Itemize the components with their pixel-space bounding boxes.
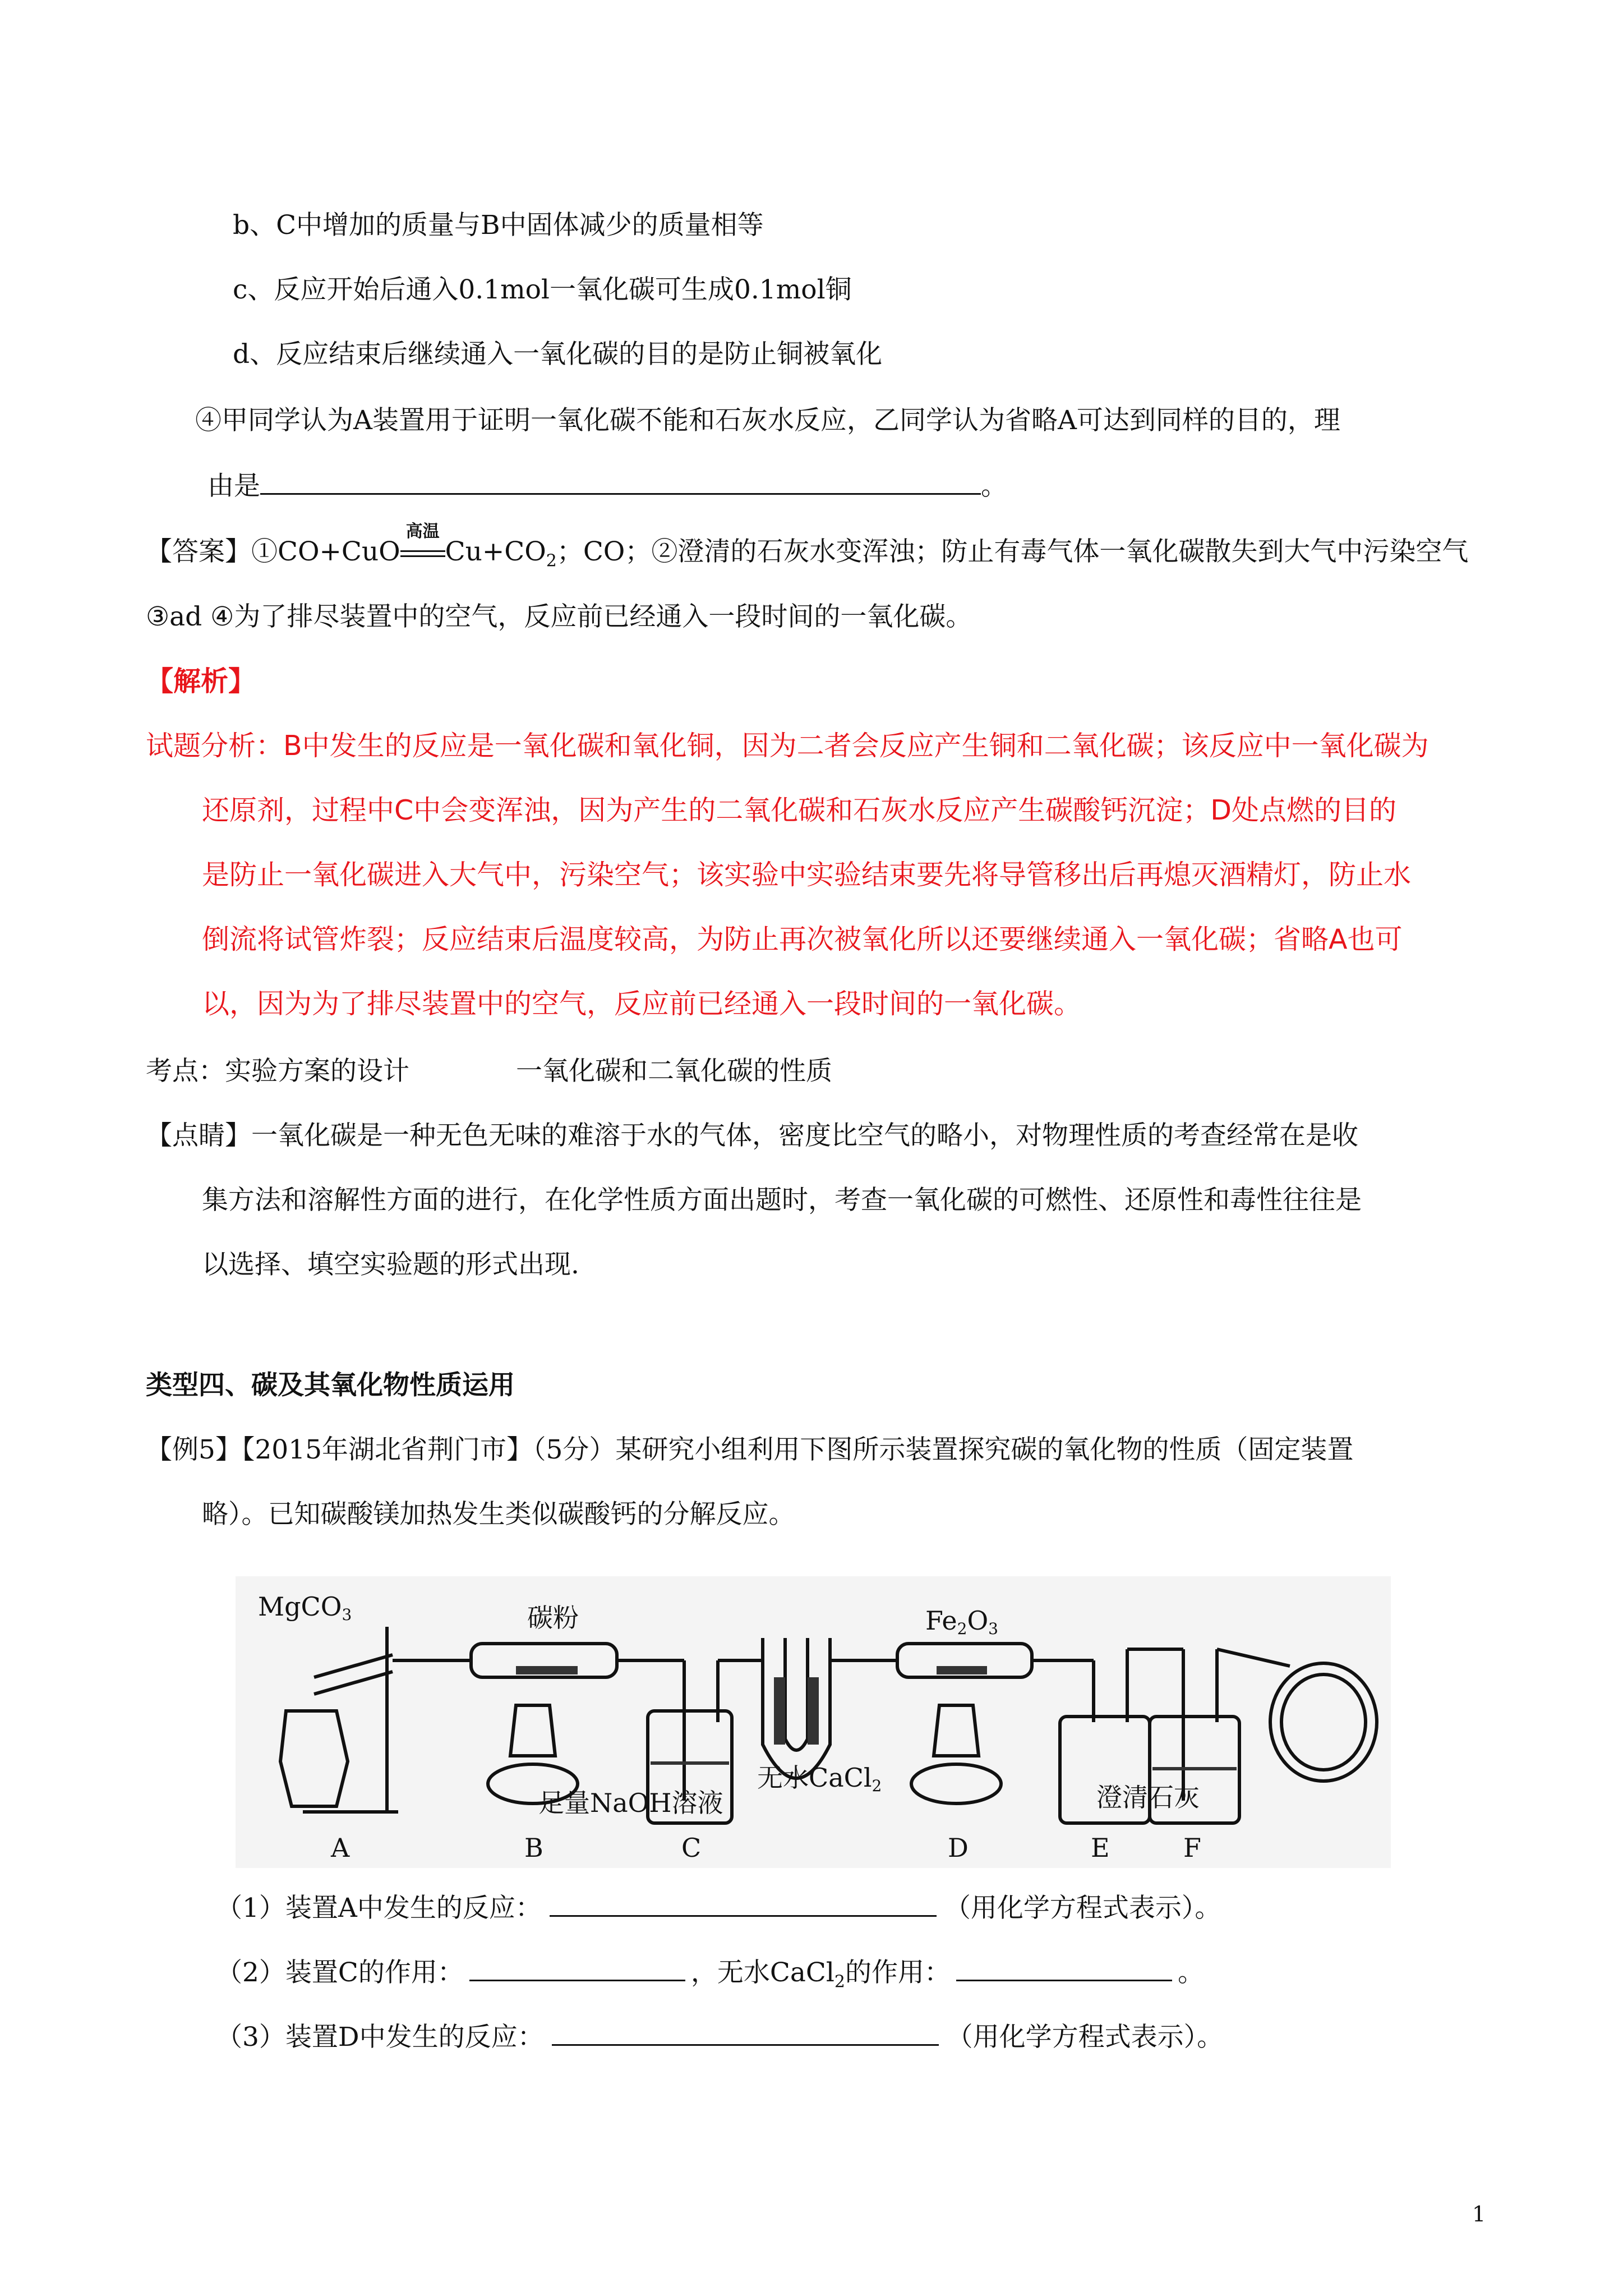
answer-eq-right: Cu+CO (445, 536, 546, 567)
question-2-prefix: （2）装置C的作用： (216, 1957, 464, 1988)
cacl2-fill-left (774, 1677, 785, 1745)
example5-line1: 【例5】【2015年湖北省荆门市】（5分）某研究小组利用下图所示装置探究碳的氧化物的性质（固定装置 (146, 1434, 1354, 1465)
label-e: E (1091, 1833, 1110, 1863)
question-3-prefix: （3）装置D中发生的反应： (216, 2022, 544, 2053)
apparatus-diagram (236, 1576, 1391, 1868)
label-cacl2: 无水CaCl2 (757, 1763, 882, 1795)
answer-blank[interactable] (469, 1961, 685, 1981)
kaodian-label: 考点：实验方案的设计 (146, 1056, 409, 1087)
answer-sub: 2 (546, 551, 557, 571)
question-2-mid2: 的作用： (845, 1957, 951, 1988)
answer-blank[interactable] (552, 2025, 939, 2046)
answer-bracket: 【答案】 (146, 536, 251, 567)
analysis-line: 以，因为为了排尽装置中的空气，反应前已经通入一段时间的一氧化碳。 (202, 988, 1082, 1020)
label-f: F (1183, 1833, 1201, 1863)
naoh-level (651, 1761, 729, 1765)
analysis-line: 试题分析：B中发生的反应是一氧化碳和氧化铜，因为二者会反应产生铜和二氧化碳；该反应中一氧化碳为 (146, 730, 1429, 762)
question-4-line2 (208, 468, 1007, 504)
label-fe2o3: Fe2O3 (925, 1605, 998, 1638)
analysis-line: 是防止一氧化碳进入大气中，污染空气；该实验中实验结束要先将导管移出后再熄灭酒精灯，防止水 (202, 859, 1412, 891)
answer-blank[interactable] (260, 474, 981, 495)
question-4-prefix: 由是 (208, 471, 260, 501)
example5-line2: 略）。已知碳酸镁加热发生类似碳酸钙的分解反应。 (202, 1499, 795, 1530)
analysis-heading: 【解析】 (146, 665, 256, 697)
answer-rest: ；CO；②澄清的石灰水变浑浊；防止有毒气体一氧化碳散失到大气中污染空气 (556, 536, 1469, 567)
answer-blank[interactable] (956, 1961, 1172, 1981)
carbon-fill (516, 1666, 578, 1674)
question-1-suffix: （用化学方程式表示）。 (944, 1893, 1221, 1924)
label-d: D (948, 1833, 969, 1863)
question-1 (216, 1890, 1221, 1926)
section-title: 类型四、碳及其氧化物性质运用 (146, 1370, 515, 1401)
kaodian-topic: 一氧化碳和二氧化碳的性质 (516, 1056, 832, 1087)
question-2-suffix: 。 (1177, 1957, 1204, 1988)
limewater-level (1152, 1767, 1237, 1770)
question-4-line1: ④甲同学认为A装置用于证明一氧化碳不能和石灰水反应，乙同学认为省略A可达到同样的目的，理 (195, 405, 1340, 436)
label-naoh: 足量NaOH溶液 (538, 1788, 723, 1818)
question-2-sub: 2 (834, 1972, 845, 1992)
fe2o3-fill (937, 1666, 987, 1674)
analysis-line: 倒流将试管炸裂；反应结束后温度较高，为防止再次被氧化所以还要继续通入一氧化碳；省略A也可 (202, 923, 1403, 955)
answer-eq-left: ①CO+CuO (251, 536, 400, 567)
answer-line1 (146, 522, 1469, 579)
option-c: c、反应开始后通入0.1mol一氧化碳可生成0.1mol铜 (233, 274, 852, 305)
option-b: b、C中增加的质量与B中固体减少的质量相等 (233, 210, 764, 241)
question-1-prefix: （1）装置A中发生的反应： (216, 1893, 542, 1924)
answer-line2: ③ad ④为了排尽装置中的空气，反应前已经通入一段时间的一氧化碳。 (146, 601, 972, 632)
analysis-line: 还原剂，过程中C中会变浑浊，因为产生的二氧化碳和石灰水反应产生碳酸钙沉淀；D处点燃的目的 (202, 794, 1396, 826)
label-mgco3: MgCO3 (258, 1591, 352, 1624)
label-b: B (524, 1833, 543, 1863)
page-number: 1 (1472, 2202, 1486, 2226)
question-2 (216, 1955, 1204, 2000)
label-c: C (681, 1833, 702, 1863)
option-d: d、反应结束后继续通入一氧化碳的目的是防止铜被氧化 (233, 339, 883, 370)
cacl2-fill-right (808, 1677, 819, 1745)
question-3 (216, 2019, 1223, 2055)
dianjing-line: 以选择、填空实验题的形式出现. (202, 1249, 579, 1280)
question-3-suffix: （用化学方程式表示）。 (946, 2022, 1224, 2053)
label-carbon: 碳粉 (527, 1603, 579, 1633)
reaction-condition (400, 522, 445, 570)
dianjing-line: 【点睛】一氧化碳是一种无色无味的难溶于水的气体，密度比空气的略小，对物理性质的考查经常在是收 (146, 1120, 1358, 1151)
answer-blank[interactable] (550, 1896, 937, 1917)
question-2-mid: ，无水CaCl (690, 1957, 834, 1988)
condition-label: 高温 (405, 522, 440, 541)
label-a: A (331, 1833, 350, 1863)
equals-sign (400, 550, 445, 557)
label-limewater: 澄清石灰 (1096, 1782, 1200, 1812)
question-4-suffix: 。 (981, 471, 1007, 501)
dianjing-line: 集方法和溶解性方面的进行，在化学性质方面出题时，考查一氧化碳的可燃性、还原性和毒性往往是 (202, 1185, 1362, 1216)
